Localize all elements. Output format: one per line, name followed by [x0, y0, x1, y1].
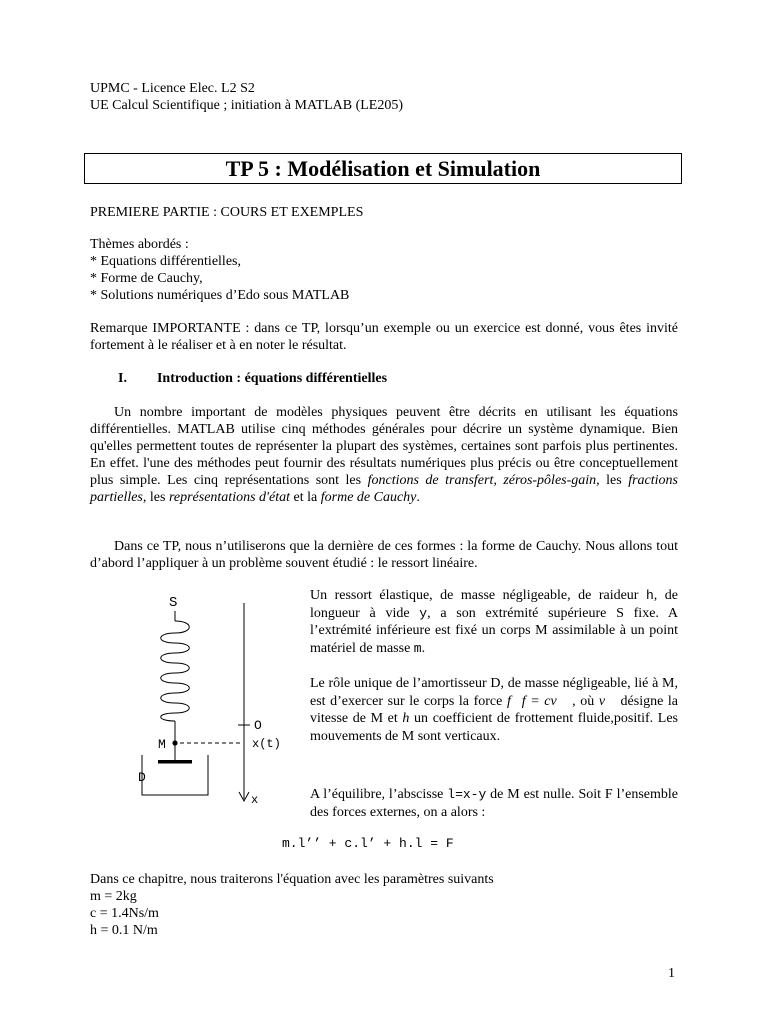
- section-title: Introduction : équations différentielles: [156, 371, 388, 386]
- themes-heading: Thèmes abordés :: [90, 237, 189, 252]
- intro-italic-state: représentations d'état: [168, 490, 291, 505]
- intro-italic-fractions: fractions partielles,: [90, 473, 678, 505]
- param-m: m = 2kg: [90, 889, 137, 904]
- theme-item: * Equations différentielles,: [90, 254, 241, 269]
- spring-var-y: y: [419, 605, 428, 621]
- intro-text: les: [599, 473, 629, 488]
- equilibrium-text: A l’équilibre, l’abscisse: [310, 787, 448, 802]
- h-symbol: h: [402, 711, 410, 726]
- damper-text: un coefficient de frottement fluide,positif. Les mouvements de M sont verticaux.: [310, 711, 678, 744]
- mass-point: [172, 740, 177, 745]
- spring-text: , de longueur à vide: [310, 588, 678, 621]
- theme-item: * Forme de Cauchy,: [90, 271, 203, 286]
- spring-damper-figure: [120, 585, 300, 810]
- figure-label-x: x: [251, 793, 259, 807]
- spring-var-h: h: [645, 588, 654, 603]
- cauchy-paragraph: [90, 538, 678, 572]
- damper-piston: [158, 760, 192, 764]
- abscissa-code: l=x-y: [447, 787, 487, 802]
- figure-label-S: S: [169, 595, 178, 611]
- spring-text: , a son extrémité supérieure S fixe. A l’extrémité inférieure est fixé un corps M assimilable à un point matériel de masse: [310, 605, 678, 656]
- section-heading: [118, 370, 387, 387]
- intro-paragraph: [90, 404, 678, 506]
- cauchy-text: Dans ce TP, nous n’utiliserons que la dernière de ces formes : la forme de Cauchy. Nous allons tout d’abord l’appliquer à un problème souvent étudié : le ressort linéaire.: [90, 539, 678, 571]
- spring-coil: [161, 621, 190, 721]
- figure-label-xt: x(t): [252, 737, 281, 751]
- spring-var-m: m: [413, 640, 422, 656]
- spring-text: Un ressort élastique, de masse négligeable, de raideur: [310, 588, 646, 603]
- spring-description: [310, 587, 678, 657]
- intro-italic-transfer: fonctions de transfert, zéros-pôles-gain,: [367, 473, 600, 488]
- spring-text: .: [421, 640, 426, 656]
- intro-italic-cauchy: forme de Cauchy: [320, 490, 417, 505]
- param-h: h = 0.1 N/m: [90, 923, 158, 938]
- intro-text: Un nombre important de modèles physiques peuvent être décrits en utilisant les équations différentielles. MATLAB utilise cinq méthodes générales pour décrire un système dynamique. Bien qu'elles permettent toutes de représenter la plupart des systèmes, certaines sont parfois plus pertinentes. En effet. l'une des méthodes peut fournir des résultats numériques plus précis ou être conceptuellement plus simple. Les cinq représentations sont les: [90, 405, 678, 488]
- figure-label-O: O: [254, 718, 262, 733]
- header-course: UPMC - Licence Elec. L2 S2: [90, 81, 255, 96]
- intro-text: les: [146, 490, 169, 505]
- intro-text: .: [416, 490, 420, 505]
- damper-description: [310, 675, 678, 745]
- damper-text: désigne la vitesse de M et: [310, 693, 679, 726]
- motion-equation: m.l’’ + c.l’ + h.l = F: [282, 836, 454, 851]
- figure-label-D: D: [138, 770, 146, 785]
- figure-label-M: M: [158, 737, 166, 752]
- theme-item: * Solutions numériques d’Edo sous MATLAB: [90, 288, 350, 303]
- intro-text: et la: [290, 490, 321, 505]
- page-title: TP 5 : Modélisation et Simulation: [225, 156, 541, 181]
- part-heading: PREMIERE PARTIE : COURS ET EXEMPLES: [90, 205, 364, 220]
- force-formula: f⃗f = cv⃗: [506, 693, 568, 709]
- param-c: c = 1.4Ns/m: [90, 906, 159, 921]
- equilibrium-description: [310, 786, 678, 821]
- damper-text: , où: [567, 693, 599, 709]
- title-box: [84, 153, 682, 184]
- velocity-symbol: v⃗: [598, 693, 616, 709]
- damper-text: Le rôle unique de l’amortisseur D, de masse négligeable, lié à M, est d’exercer sur le corps la force: [310, 676, 678, 709]
- section-number: I.: [118, 371, 127, 386]
- page-number: 1: [668, 966, 675, 981]
- equilibrium-text: de M est nulle. Soit F l’ensemble des forces externes, on a alors :: [310, 787, 679, 820]
- params-intro: Dans ce chapitre, nous traiterons l'équation avec les paramètres suivants: [90, 872, 494, 887]
- remark-paragraph: Remarque IMPORTANTE : dans ce TP, lorsqu’un exemple ou un exercice est donné, vous êtes invité fortement à le réaliser et à en noter le résultat.: [90, 321, 678, 353]
- header-unit: UE Calcul Scientifique ; initiation à MATLAB (LE205): [90, 98, 403, 113]
